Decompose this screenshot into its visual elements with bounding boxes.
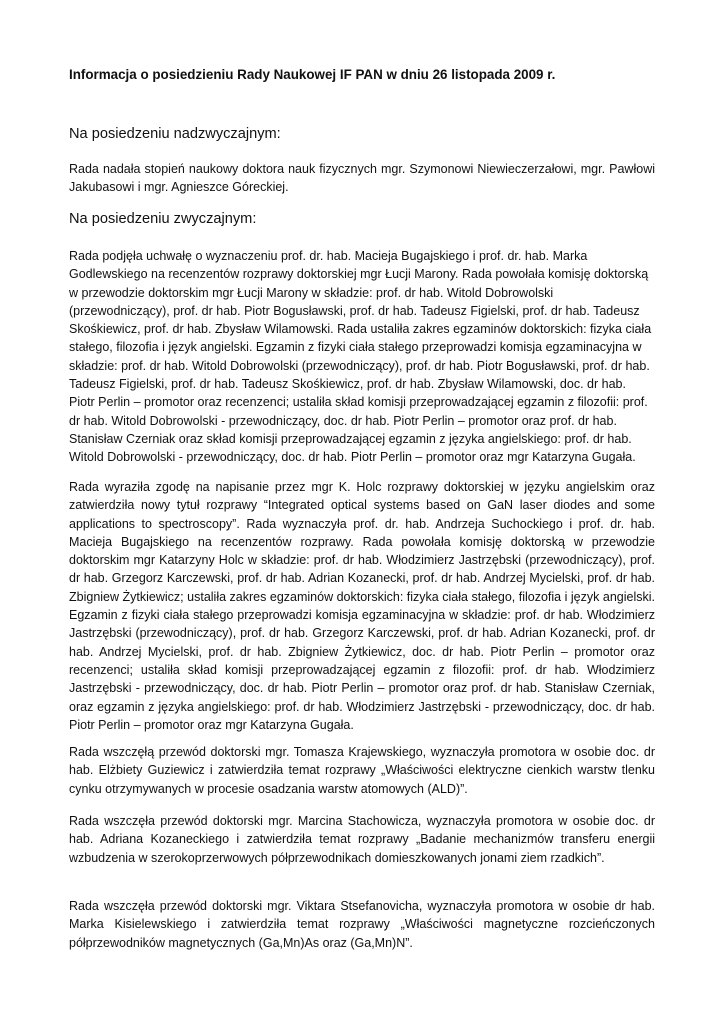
extraordinary-session-heading: Na posiedzeniu nadzwyczajnym: [69, 126, 281, 142]
extraordinary-session-paragraph: Rada nadała stopień naukowy doktora nauk fizycznych mgr. Szymonowi Niewieczerzałowi, mgr. Pawłowi Jakubasowi i mgr. Agnieszce Góreckiej. [69, 162, 655, 195]
ordinary-session-heading: Na posiedzeniu zwyczajnym: [69, 211, 257, 227]
ordinary-paragraph-holc: Rada wyraziła zgodę na napisanie przez mgr K. Holc rozprawy doktorskiej w języku angielskim oraz zatwierdziła nowy tytuł rozprawy “Integrated optical systems based on GaN laser diodes and some applications to spectroscopy”. Rada wyznaczyła prof. dr. hab. Andrzeja Suchockiego i prof. dr. hab. Macieja Bugajskiego na recenzentów rozprawy. Rada powołała komisję doktorską w przewodzie doktorskim mgr Katarzyny Holc w składzie: prof. dr hab. Włodzimierz Jastrzębski (przewodniczący), prof. dr hab. Grzegorz Karczewski, prof. dr hab. Adrian Kozanecki, prof. dr hab. Andrzej Mycielski, prof. dr hab. Zbigniew Żytkiewicz; ustaliła zakres egzaminów doktorskich: fizyka ciała stałego, filozofia i język angielski. Egzamin z fizyki ciała stałego przeprowadzi komisja egzaminacyjna w składzie: prof. dr hab. Włodzimierz Jastrzębski (przewodniczący), prof. dr hab. Grzegorz Karczewski, prof. dr hab. Adrian Kozanecki, prof. dr hab. Andrzej Mycielski, prof. dr hab. Zbigniew Żytkiewicz, doc. dr hab. Piotr Perlin – promotor oraz recenzenci; ustaliła skład komisji przeprowadzającej egzamin z filozofii: prof. dr hab. Włodzimierz Jastrzębski - przewodniczący, doc. dr hab. Piotr Perlin – promotor oraz prof. dr hab. Stanisław Czerniak, oraz egzamin z języka angielskiego: prof. dr hab. Włodzimierz Jastrzębski - przewodniczący, doc. dr hab. Piotr Perlin – promotor oraz mgr Katarzyna Gugała. [69, 480, 655, 732]
ordinary-paragraph-stachowicz: Rada wszczęła przewód doktorski mgr. Marcina Stachowicza, wyznaczyła promotora w osobie doc. dr hab. Adriana Kozaneckiego i zatwierdziła temat rozprawy „Badanie mechanizmów transferu energii wzbudzenia w szerokoprzerwowych półprzewodnikach domieszkowanych jonami ziem rzadkich”. [69, 814, 655, 865]
ordinary-paragraph-marona: Rada podjęła uchwałę o wyznaczeniu prof. dr. hab. Macieja Bugajskiego i prof. dr. hab. Marka Godlewskiego na recenzentów rozprawy doktorskiej mgr Łucji Marony. Rada powołała komisję doktorską w przewodzie doktorskim mgr Łucji Marony w składzie: prof. dr hab. Witold Dobrowolski (przewodniczący), prof. dr hab. Piotr Bogusławski, prof. dr hab. Tadeusz Figielski, prof. dr hab. Tadeusz Skośkiewicz, prof. dr hab. Zbysław Wilamowski. Rada ustaliła zakres egzaminów doktorskich: fizyka ciała stałego, filozofia i język angielski. Egzamin z fizyki ciała stałego przeprowadzi komisja egzaminacyjna w składzie: prof. dr hab. Witold Dobrowolski (przewodniczący), prof. dr hab. Piotr Bogusławski, prof. dr hab. Tadeusz Figielski, prof. dr hab. Tadeusz Skośkiewicz, prof. dr hab. Zbysław Wilamowski, doc. dr hab. Piotr Perlin – promotor oraz recenzenci; ustaliła skład komisji przeprowadzającej egzamin z filozofii: prof. dr hab. Witold Dobrowolski - przewodniczący, doc. dr hab. Piotr Perlin – promotor oraz prof. dr hab. Stanisław Czerniak oraz skład komisji przeprowadzającej egzamin z języka angielskiego: prof. dr hab. Witold Dobrowolski - przewodniczący, doc. dr hab. Piotr Perlin – promotor oraz mgr Katarzyna Gugała. [69, 249, 652, 465]
ordinary-paragraph-krajewski: Rada wszczęłą przewód doktorski mgr. Tomasza Krajewskiego, wyznaczyła promotora w osobie doc. dr hab. Elżbiety Guziewicz i zatwierdziła temat rozprawy „Właściwości elektryczne cienkich warstw tlenku cynku otrzymywanych w procesie osadzania warstw atomowych (ALD)”. [69, 745, 655, 796]
document-title: Informacja o posiedzieniu Rady Naukowej IF PAN w dniu 26 listopada 2009 r. [69, 67, 556, 82]
ordinary-paragraph-stsefanovich: Rada wszczęła przewód doktorski mgr. Viktara Stsefanovicha, wyznaczyła promotora w osobie dr hab. Marka Kisielewskiego i zatwierdziła temat rozprawy „Właściwości magnetyczne rozcieńczonych półprzewodników magnetycznych (Ga,Mn)As oraz (Ga,Mn)N”. [69, 899, 655, 950]
